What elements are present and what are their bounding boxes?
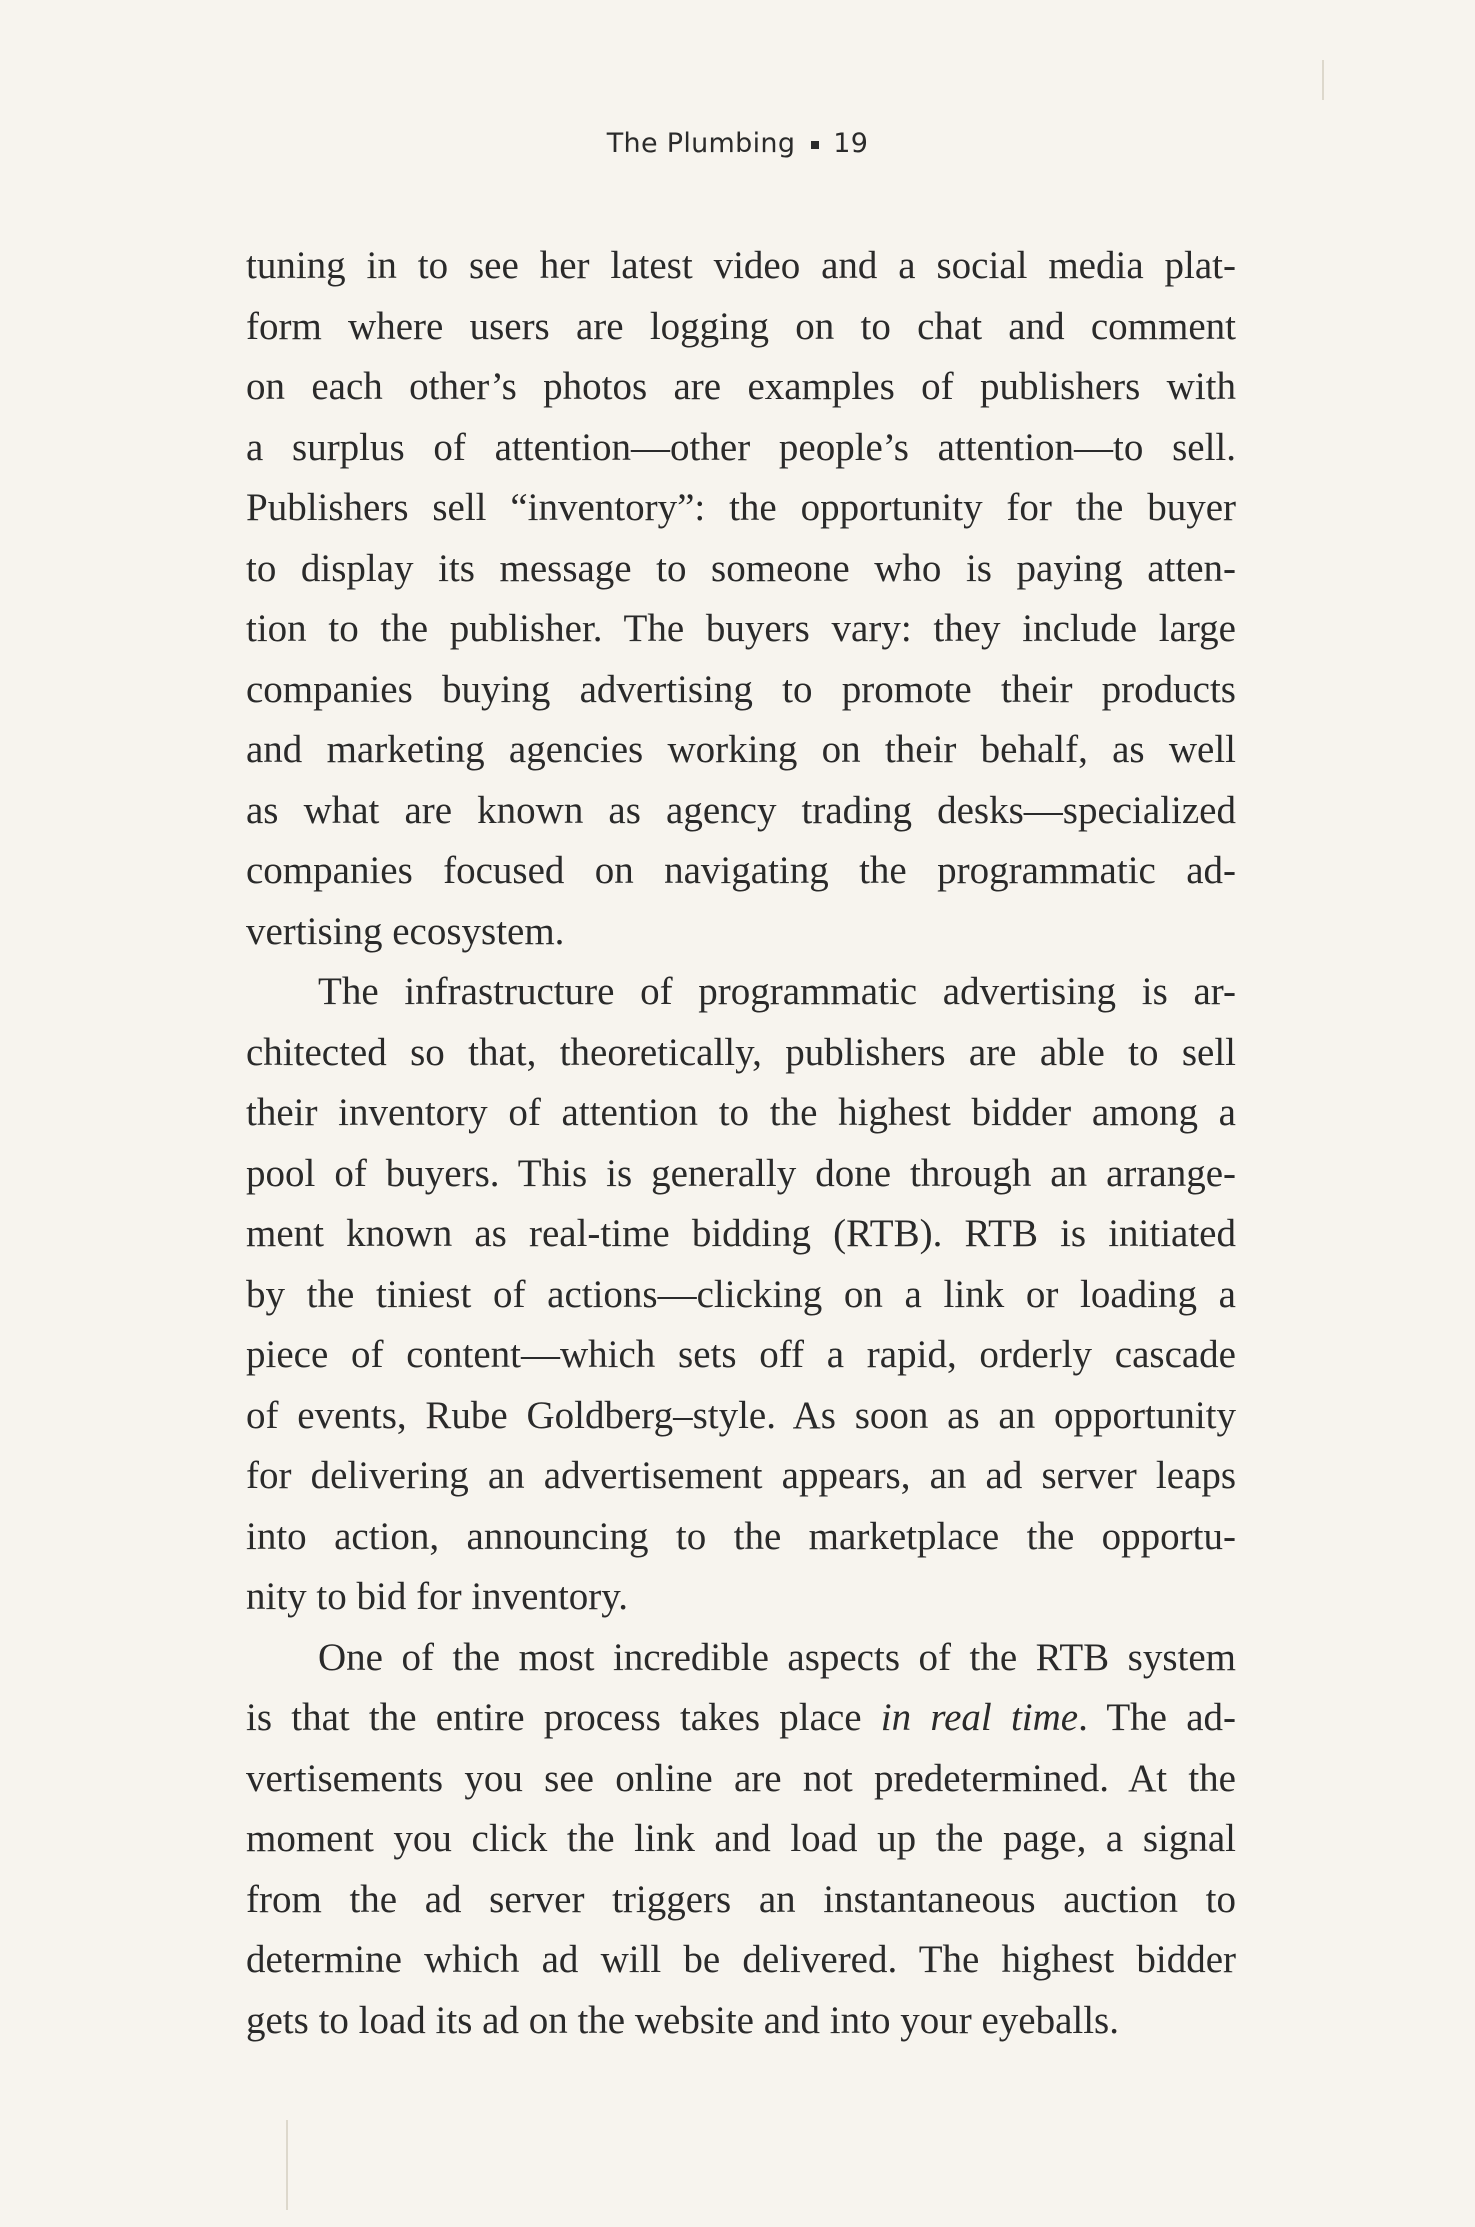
text-line: to display its message to someone who is paying atten- <box>246 546 1236 590</box>
text-line: companies focused on navigating the programmatic ad- <box>246 849 1236 892</box>
text-line: as what are known as agency trading desks—specialized <box>246 788 1236 832</box>
scan-artifact <box>286 2120 288 2210</box>
text-line: companies buying advertising to promote their products <box>246 667 1236 711</box>
text-line: nity to bid for inventory. <box>246 1575 629 1618</box>
scan-artifact <box>1322 60 1324 100</box>
text-line: for delivering an advertisement appears, an ad server leaps <box>246 1454 1236 1497</box>
paragraph-3 <box>246 1628 1236 2052</box>
text-line: pool of buyers. This is generally done through an arrange- <box>246 1151 1236 1195</box>
text-line: on each other’s photos are examples of publishers with <box>246 365 1236 408</box>
text-line: tuning in to see her latest video and a social media plat- <box>246 244 1236 287</box>
text-line: tion to the publisher. The buyers vary: they include large <box>246 607 1236 650</box>
text-line: a surplus of attention—other people’s attention—to sell. <box>246 425 1236 469</box>
text-line: moment you click the link and load up the page, a signal <box>246 1817 1236 1860</box>
text-line: form where users are logging on to chat and comment <box>246 304 1236 348</box>
text-line: gets to load its ad on the website and into your eyeballs. <box>246 1998 1119 2042</box>
page-number: 19 <box>833 128 869 159</box>
text-line: and marketing agencies working on their behalf, as well <box>246 728 1236 771</box>
chapter-title: The Plumbing <box>606 128 796 159</box>
text-line: is that the entire process takes place in real time. The ad- <box>246 1696 1237 1739</box>
text-line: vertisements you see online are not predetermined. At the <box>246 1756 1236 1800</box>
text-line: ment known as real-time bidding (RTB). RTB is initiated <box>246 1212 1236 1255</box>
text-line: One of the most incredible aspects of the RTB system <box>318 1635 1236 1679</box>
running-head <box>0 128 1475 159</box>
paragraph-2 <box>246 962 1236 1628</box>
text-line: Publishers sell “inventory”: the opportunity for the buyer <box>246 486 1236 529</box>
paragraph-1 <box>246 236 1236 962</box>
body-text <box>246 236 1236 2051</box>
text-line: from the ad server triggers an instantaneous auction to <box>246 1877 1236 1921</box>
text-line: piece of content—which sets off a rapid, orderly cascade <box>246 1333 1236 1376</box>
separator-bullet-icon <box>811 141 819 149</box>
emphasis: in real time <box>880 1696 1079 1739</box>
text-line: by the tiniest of actions—clicking on a link or loading a <box>246 1272 1236 1316</box>
text-line: determine which ad will be delivered. The highest bidder <box>246 1938 1236 1981</box>
text-line: into action, announcing to the marketplace the opportu- <box>246 1514 1236 1558</box>
text-line: chitected so that, theoretically, publishers are able to sell <box>246 1030 1236 1074</box>
text-line: vertising ecosystem. <box>246 909 565 953</box>
text-line: their inventory of attention to the highest bidder among a <box>246 1091 1236 1134</box>
text-line: The infrastructure of programmatic advertising is ar- <box>318 970 1236 1013</box>
text-line: of events, Rube Goldberg–style. As soon as an opportunity <box>246 1393 1236 1437</box>
